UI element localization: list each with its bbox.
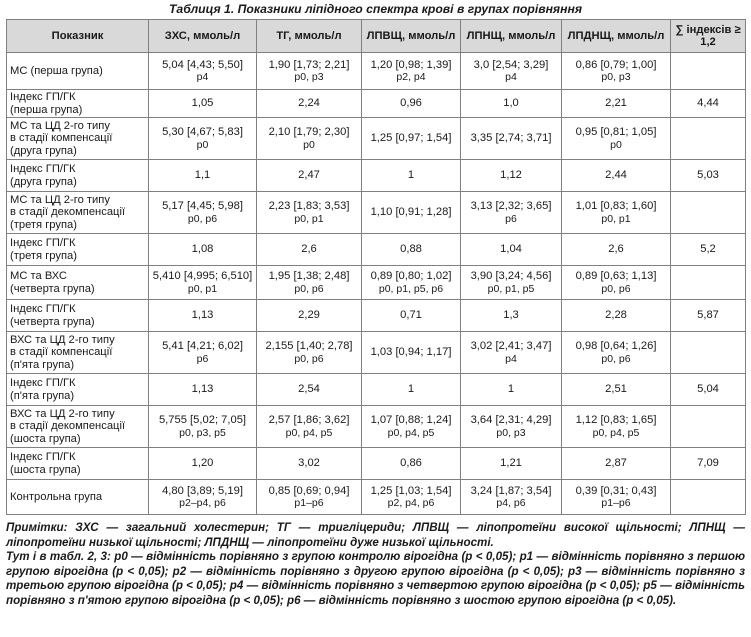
table-cell (362, 300, 461, 332)
table-cell (562, 406, 671, 448)
cell-significance: p0, p3 (601, 71, 631, 83)
row-label (7, 406, 149, 448)
cell-value: 1,04 (500, 243, 522, 256)
header-hdl: ЛПВЩ, ммоль/л (362, 20, 461, 53)
table-cell (562, 266, 671, 300)
table-cell (562, 192, 671, 234)
row-label (7, 53, 149, 90)
cell-value: 3,64 [2,31; 4,29] (470, 414, 552, 426)
row-label-line: Контрольна група (10, 490, 103, 503)
cell-value: 2,51 (605, 383, 627, 396)
table-cell (362, 53, 461, 90)
table-cell (257, 406, 362, 448)
table-cell (149, 448, 257, 480)
header-triglycerides: ТГ, ммоль/л (257, 20, 362, 53)
table-cell (257, 53, 362, 90)
table-body (7, 53, 746, 515)
table-cell (671, 234, 746, 266)
table-cell (149, 374, 257, 406)
table-cell (257, 90, 362, 118)
row-label-line: МС (перша група) (10, 64, 103, 77)
cell-significance: p0 (196, 138, 209, 151)
cell-value: 1,10 [0,91; 1,28] (370, 206, 452, 219)
cell-value: 5,755 [5,02; 7,05] (158, 414, 247, 426)
table-cell (461, 406, 562, 448)
table-cell (257, 160, 362, 192)
table-cell (149, 53, 257, 90)
cell-value: 0,89 [0,63; 1,13] (575, 270, 657, 282)
table-cell (362, 406, 461, 448)
cell-significance: p0, p4, p5 (592, 426, 640, 439)
cell-value: 2,44 (605, 169, 627, 182)
row-label-line: (шоста група) (10, 432, 81, 445)
cell-significance: p2, p4, p6 (387, 497, 435, 509)
table-cell (671, 266, 746, 300)
cell-significance: p4 (196, 71, 209, 83)
cell-value: 3,90 [3,24; 4,56] (470, 270, 552, 282)
table-row (7, 266, 746, 300)
row-label-line: (четверта група) (10, 282, 95, 295)
cell-value: 0,95 [0,81; 1,05] (575, 126, 657, 138)
table-cell (362, 90, 461, 118)
row-label (7, 192, 149, 234)
table-cell (671, 90, 746, 118)
cell-value: 2,23 [1,83; 3,53] (268, 200, 350, 212)
row-label (7, 374, 149, 406)
table-cell (257, 448, 362, 480)
cell-value: 4,44 (697, 97, 719, 110)
cell-significance: p4, p6 (496, 497, 526, 509)
row-label-line: МС та ЦД 2-го типу (10, 119, 110, 132)
cell-significance: p0, p6 (294, 352, 324, 365)
header-indicator: Показник (7, 20, 149, 53)
cell-value: 2,47 (298, 169, 320, 182)
table-cell (362, 374, 461, 406)
cell-value: 4,80 [3,89; 5,19] (162, 484, 243, 497)
table-cell (461, 448, 562, 480)
table-cell (562, 448, 671, 480)
row-label-line: (п'ята група) (10, 358, 75, 371)
table-cell (461, 480, 562, 515)
table-cell (461, 300, 562, 332)
table-cell (461, 160, 562, 192)
cell-significance: p2, p4 (396, 71, 426, 83)
cell-value: 2,6 (608, 243, 624, 256)
cell-significance: p0, p1, p5, p6 (378, 282, 444, 295)
row-label-line: (четверта група) (10, 315, 95, 328)
row-label-line: (третя група) (10, 218, 77, 231)
table-cell (461, 332, 562, 374)
cell-significance: p0, p6 (601, 282, 631, 295)
table-cell (562, 118, 671, 160)
cell-value: 1,90 [1,73; 2,21] (268, 58, 350, 71)
table-cell (149, 406, 257, 448)
row-label-line: в стадії декомпенсації (10, 206, 126, 219)
cell-value: 5,30 [4,67; 5,83] (162, 126, 243, 138)
row-label-line: (п'ята група) (10, 389, 75, 402)
table-row (7, 332, 746, 374)
cell-significance: p0, p6 (187, 212, 218, 225)
cell-value: 0,89 [0,80; 1,02] (370, 270, 452, 282)
table-row (7, 234, 746, 266)
table-cell (562, 374, 671, 406)
row-label (7, 448, 149, 480)
cell-value: 5,03 (697, 169, 719, 182)
table-row (7, 90, 746, 118)
table-cell (149, 192, 257, 234)
cell-value: 1,12 [0,83; 1,65] (575, 414, 657, 426)
cell-value: 0,39 [0,31; 0,43] (575, 484, 657, 497)
table-row (7, 480, 746, 515)
table-cell (562, 160, 671, 192)
table-cell (461, 234, 562, 266)
cell-significance: p0, p4, p5 (285, 426, 333, 439)
table-cell (149, 118, 257, 160)
row-label-line: Індекс ГП/ГК (10, 451, 76, 463)
header-total-cholesterol: ЗХС, ммоль/л (149, 20, 257, 53)
row-label-line: в стадії компенсації (10, 346, 113, 359)
table-cell (149, 332, 257, 374)
table-cell (362, 192, 461, 234)
table-cell (671, 374, 746, 406)
table-cell (362, 234, 461, 266)
table-cell (562, 332, 671, 374)
row-label-line: Індекс ГП/ГК (10, 237, 76, 249)
table-row (7, 118, 746, 160)
table-cell (671, 332, 746, 374)
row-label-line: Індекс ГП/ГК (10, 303, 76, 315)
table-row (7, 300, 746, 332)
cell-value: 1,25 [1,03; 1,54] (370, 484, 452, 497)
table-cell (257, 192, 362, 234)
cell-value: 2,28 (605, 309, 627, 322)
table-cell (562, 300, 671, 332)
cell-value: 5,04 (697, 383, 719, 396)
cell-value: 5,410 [4,995; 6,510] (152, 270, 253, 282)
notes (6, 521, 745, 609)
cell-value: 2,87 (605, 457, 627, 470)
cell-value: 5,2 (700, 243, 716, 256)
cell-value: 1,13 (191, 383, 214, 396)
table-cell (149, 480, 257, 515)
table-row (7, 53, 746, 90)
table-cell (362, 332, 461, 374)
cell-value: 1,20 [0,98; 1,39] (370, 58, 452, 71)
table-cell (362, 160, 461, 192)
row-label (7, 234, 149, 266)
cell-value: 5,17 [4,45; 5,98] (162, 200, 243, 212)
cell-significance: p6 (196, 352, 209, 365)
cell-value: 0,71 (400, 309, 422, 322)
cell-value: 2,57 [1,86; 3,62] (268, 414, 350, 426)
cell-significance: p0, p1 (294, 212, 324, 225)
table-cell (671, 160, 746, 192)
cell-value: 0,86 [0,79; 1,00] (575, 58, 657, 71)
header-ldl: ЛПНЩ, ммоль/л (461, 20, 562, 53)
row-label (7, 300, 149, 332)
table-cell (257, 480, 362, 515)
table-cell (149, 90, 257, 118)
cell-value: 1,07 [0,88; 1,24] (370, 414, 452, 426)
row-label-line: ВХС та ЦД 2-го типу (10, 407, 115, 420)
cell-value: 5,41 [4,21; 6,02] (162, 340, 243, 352)
table-cell (461, 118, 562, 160)
table-row (7, 448, 746, 480)
table-cell (461, 90, 562, 118)
cell-value: 1 (407, 383, 415, 396)
table-cell (461, 53, 562, 90)
cell-significance: p0, p6 (601, 352, 631, 365)
table-cell (562, 234, 671, 266)
cell-significance: p0, p3 (496, 426, 526, 439)
table-cell (461, 192, 562, 234)
cell-significance: p1–p6 (601, 497, 631, 509)
cell-value: 1,20 (191, 457, 214, 470)
cell-significance: p0, p1, p5 (487, 282, 535, 295)
cell-value: 0,98 [0,64; 1,26] (575, 340, 657, 352)
table-cell (562, 53, 671, 90)
cell-value: 2,21 (605, 97, 627, 110)
cell-value: 1,08 (191, 243, 214, 256)
note-abbreviations: Примітки: ЗХС — загальний холестерин; ТГ — тригліцериди; ЛПВЩ — ліпопротеїни високої щільності; ЛПНЩ — ліпопротеїни низької щільності; ЛПДНЩ — ліпопротеїни дуже низької щільності. (6, 521, 745, 549)
row-label-line: МС та ВХС (10, 270, 67, 282)
cell-value: 5,87 (697, 309, 719, 322)
row-label-line: (друга група) (10, 175, 77, 188)
cell-value: 1,05 (191, 97, 214, 110)
row-label-line: (шоста група) (10, 463, 81, 476)
table-row (7, 160, 746, 192)
table-cell (461, 374, 562, 406)
cell-value: 2,10 [1,79; 2,30] (268, 126, 350, 138)
cell-value: 3,13 [2,32; 3,65] (470, 200, 552, 212)
cell-significance: p0, p1 (187, 282, 218, 295)
cell-significance: p6 (505, 212, 517, 225)
cell-value: 0,88 (400, 243, 422, 256)
cell-value: 2,155 [1,40; 2,78] (265, 340, 353, 352)
cell-significance: p2–p4, p6 (179, 497, 226, 509)
cell-value: 2,29 (298, 309, 320, 322)
table-cell (671, 118, 746, 160)
table-cell (257, 266, 362, 300)
cell-value: 0,86 (400, 457, 422, 470)
cell-significance: p0 (303, 138, 315, 151)
cell-value: 3,0 [2,54; 3,29] (473, 58, 549, 71)
cell-value: 1,1 (194, 169, 211, 182)
lipid-table (6, 19, 746, 515)
table-cell (257, 234, 362, 266)
cell-significance: p4 (505, 352, 517, 365)
table-cell (149, 300, 257, 332)
header-row (7, 20, 746, 53)
table-cell (671, 448, 746, 480)
cell-value: 3,35 [2,74; 3,71] (470, 132, 552, 145)
row-label-line: в стадії декомпенсації (10, 420, 126, 433)
table-row (7, 406, 746, 448)
row-label (7, 480, 149, 515)
cell-value: 1 (507, 383, 515, 396)
table-cell (149, 234, 257, 266)
table-cell (362, 118, 461, 160)
cell-significance: p4 (505, 71, 517, 83)
table-cell (562, 480, 671, 515)
table-cell (149, 160, 257, 192)
row-label-line: МС та ЦД 2-го типу (10, 193, 110, 206)
header-vldl: ЛПДНЩ, ммоль/л (562, 20, 671, 53)
table-cell (671, 480, 746, 515)
row-label (7, 266, 149, 300)
cell-value: 1,12 (500, 169, 522, 182)
cell-significance: p0, p1 (601, 212, 631, 225)
cell-value: 1,03 [0,94; 1,17] (370, 346, 452, 359)
table-cell (257, 374, 362, 406)
table-cell (671, 192, 746, 234)
row-label-line: (третя група) (10, 249, 77, 262)
cell-significance: p0, p6 (294, 282, 324, 295)
table-cell (671, 53, 746, 90)
table-cell (149, 266, 257, 300)
cell-value: 3,02 (298, 457, 320, 470)
cell-value: 5,04 [4,43; 5,50] (162, 58, 243, 71)
table-row (7, 192, 746, 234)
header-index-sum: ∑ індексів ≥ 1,2 (671, 20, 746, 53)
row-label-line: Індекс ГП/ГК (10, 91, 76, 103)
row-label-line: (перша група) (10, 103, 83, 116)
cell-value: 2,6 (301, 243, 317, 256)
cell-value: 1,25 [0,97; 1,54] (370, 132, 452, 145)
table-cell (257, 332, 362, 374)
row-label (7, 160, 149, 192)
row-label (7, 118, 149, 160)
cell-value: 1 (407, 169, 415, 182)
table-cell (257, 118, 362, 160)
cell-significance: p0, p4, p5 (387, 426, 435, 439)
cell-value: 2,24 (298, 97, 320, 110)
cell-value: 0,96 (400, 97, 422, 110)
table-cell (671, 406, 746, 448)
row-label (7, 90, 149, 118)
cell-significance: p0, p3 (294, 71, 324, 83)
cell-value: 1,95 [1,38; 2,48] (268, 270, 350, 282)
cell-significance: p0 (610, 138, 622, 151)
cell-value: 3,24 [1,87; 3,54] (470, 484, 552, 497)
cell-value: 1,3 (503, 309, 519, 322)
row-label (7, 332, 149, 374)
cell-significance: p1–p6 (294, 497, 324, 509)
table-cell (562, 90, 671, 118)
row-label-line: (друга група) (10, 144, 77, 157)
table-row (7, 374, 746, 406)
cell-value: 1,13 (191, 309, 214, 322)
cell-value: 7,09 (697, 457, 719, 470)
table-cell (671, 300, 746, 332)
cell-value: 1,21 (500, 457, 522, 470)
cell-significance: p0, p3, p5 (179, 426, 226, 439)
cell-value: 2,54 (298, 383, 320, 396)
cell-value: 0,85 [0,69; 0,94] (268, 484, 350, 497)
cell-value: 3,02 [2,41; 3,47] (470, 340, 552, 352)
cell-value: 1,0 (503, 97, 519, 110)
row-label-line: в стадії компенсації (10, 132, 113, 145)
table-cell (257, 300, 362, 332)
row-label-line: Індекс ГП/ГК (10, 377, 76, 389)
cell-value: 1,01 [0,83; 1,60] (575, 200, 657, 212)
table-cell (461, 266, 562, 300)
row-label-line: ВХС та ЦД 2-го типу (10, 333, 115, 346)
table-cell (362, 448, 461, 480)
table-title: Таблиця 1. Показники ліпідного спектра крові в групах порівняння (168, 2, 583, 16)
note-significance: Тут і в табл. 2, 3: p0 — відмінність порівняно з групою контролю вірогідна (р < 0,05); p1 — відмінність порівняно з першою групою вірогідна (р < 0,05); p2 — відмінність порівняно з другою групою вірогідна (р < 0,05); p3 — відмінність порівняно з третьою групою вірогідна (р < 0,05); p4 — відмінність порівняно з четвертою групою вірогідна (р < 0,05); p5 — відмінність порівняно з п'ятою групою вірогідна (р < 0,05); p6 — відмінність порівняно з шостою групою вірогідна (р < 0,05). (6, 550, 745, 607)
row-label-line: Індекс ГП/ГК (10, 163, 76, 175)
table-cell (362, 480, 461, 515)
table-cell (362, 266, 461, 300)
